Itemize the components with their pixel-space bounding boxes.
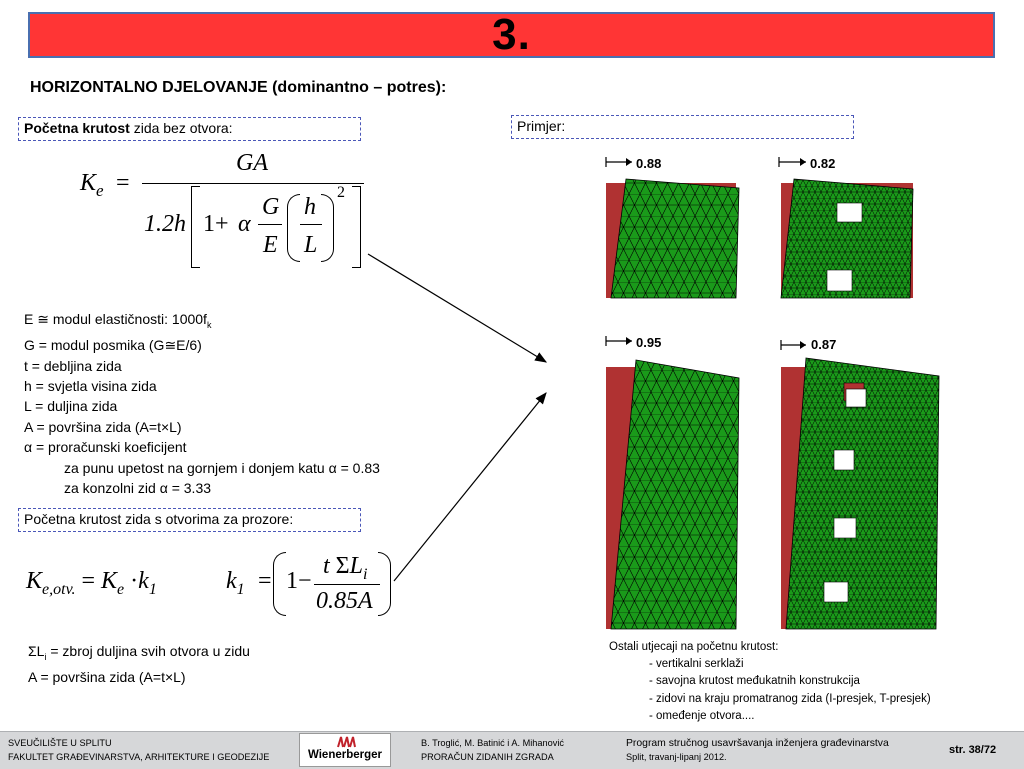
wienerberger-logo [299, 733, 391, 767]
def-sigma-L: $\Sigma L_i$ = zbroj duljina svih otvora u zidu [28, 643, 250, 662]
def-alpha-cantilever: za konzolni zid α = 3.33 [64, 480, 212, 497]
wall-label-3: 0.95 [636, 335, 662, 350]
def-area: A = površina zida (A=t×L) [28, 669, 186, 686]
wall-solid-short [606, 156, 739, 298]
ke-coef: 1.2h [144, 211, 186, 237]
arrow-formula-to-example [368, 254, 546, 362]
ke-alpha: α [238, 211, 251, 237]
wall-solid-tall [606, 335, 739, 629]
footer-university: SVEUČILIŠTE U SPLITU FAKULTET GRAĐEVINARSTVA, ARHITEKTURE I GEODEZIJE [8, 738, 270, 762]
example-label: Primjer: [517, 118, 566, 134]
def-E: E ≅ modul elastičnosti: $1000f_k$ [24, 311, 212, 330]
def-L: L = duljina zida [24, 398, 118, 415]
other-effect-item: - zidovi na kraju promatranog zida (I-presjek, T-presjek) [649, 692, 931, 705]
logo-mark-icon [336, 736, 356, 748]
footer-program: Program stručnog usavršavanja inženjera građevinarstva Split, travanj-lipanj 2012. [626, 738, 889, 762]
other-effect-item: - omeđenje otvora.... [649, 709, 755, 722]
example-walls [596, 150, 946, 635]
def-t: t = debljina zida [24, 357, 122, 374]
ke-L: L [304, 232, 318, 258]
wall-openings-short [779, 156, 913, 298]
def-h: h = svjetla visina zida [24, 378, 157, 395]
wall-label-2: 0.82 [810, 156, 836, 171]
slide-number: 3. [492, 10, 531, 59]
formula-ke-otv: $K_{e,otv.} = K_e \cdot k_1$ [26, 568, 157, 598]
ke-h: h [304, 194, 316, 220]
page-number: str. 38/72 [949, 744, 997, 756]
initial-stiffness-rest: zida bez otvora: [129, 120, 233, 136]
ke-lhs: $K_e$ [80, 170, 104, 200]
section-heading: HORIZONTALNO DJELOVANJE (dominantno – potres): [30, 79, 447, 96]
openings-stiffness-label: Početna krutost zida s otvorima za prozore: [24, 511, 294, 527]
def-G: G = modul posmika (G≅E/6) [24, 337, 202, 354]
def-alpha: α = proračunski koeficijent [24, 439, 187, 456]
k1-lhs: $k_1$ [226, 568, 245, 598]
k1-numerator: t $\Sigma L_i$ [323, 553, 368, 583]
k1-equals: = [258, 568, 272, 594]
ke-numerator: GA [236, 150, 268, 176]
other-effect-item: - savojna krutost međukatnih konstrukcija [649, 675, 860, 688]
k1-denominator: 0.85A [316, 588, 373, 614]
other-effects-title: Ostali utjecaji na početnu krutost: [609, 641, 779, 653]
wall-label-1: 0.88 [636, 156, 662, 171]
ke-one-plus: 1+ [203, 211, 229, 237]
ke-equals: = [116, 170, 130, 196]
def-A: A = površina zida (A=t×L) [24, 418, 182, 435]
logo-text: Wienerberger [307, 749, 383, 761]
other-effect-item: - vertikalni serklaži [649, 658, 744, 671]
other-effects [609, 639, 931, 725]
k1-one-minus: 1− [286, 568, 312, 594]
footer-authors: B. Troglić, M. Batinić i A. Mihanović PRORAČUN ZIDANIH ZGRADA [421, 738, 564, 762]
wall-openings-tall [781, 337, 939, 629]
def-alpha-fixed: za punu upetost na gornjem i donjem katu α = 0.83 [64, 459, 380, 476]
arrow-openings-to-example [394, 393, 546, 581]
initial-stiffness-bold: Početna krutost [24, 120, 130, 136]
wall-label-4: 0.87 [811, 337, 837, 352]
ke-G: G [262, 194, 280, 220]
ke-E: E [263, 232, 278, 258]
ke-exponent: 2 [337, 184, 345, 201]
